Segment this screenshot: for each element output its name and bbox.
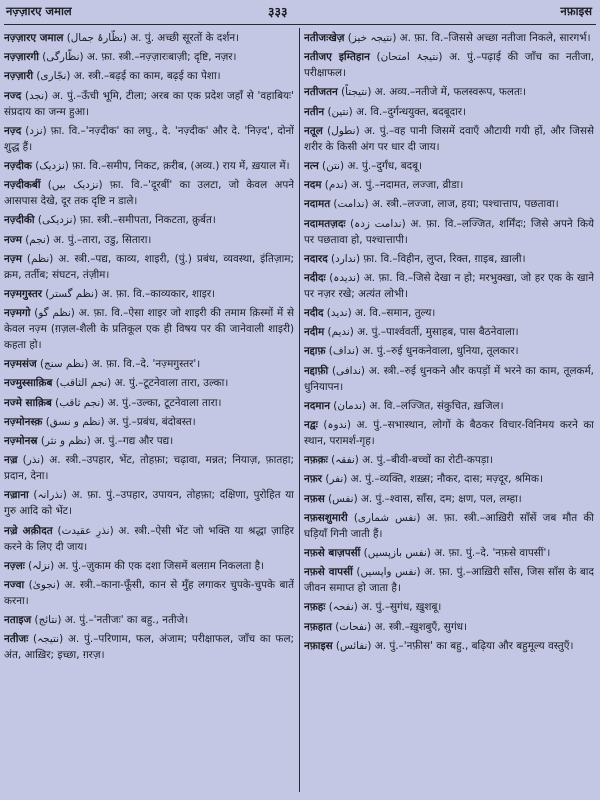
entry-headword: नज़्र bbox=[4, 454, 18, 467]
entry-headword: नफ़से बाज़पसीं bbox=[304, 546, 361, 559]
guide-word-left: नज़्ज़ारए जमाल bbox=[6, 4, 72, 18]
entry-definition: (نظم و نثر) अ. पुं.–गद्य और पद्य। bbox=[37, 435, 174, 447]
page-number: ३३३ bbox=[268, 4, 288, 19]
dictionary-entry bbox=[304, 510, 594, 542]
dictionary-entry bbox=[4, 286, 294, 302]
entry-definition: (نتیجۂ امتحان) अ. पुं.–पढ़ाई की जाँच का नतीजा, परीक्षाफल। bbox=[304, 51, 594, 80]
dictionary-entry bbox=[304, 491, 594, 507]
dictionary-entry bbox=[304, 343, 594, 359]
dictionary-entry bbox=[4, 158, 294, 174]
entry-definition: (نظم و نسق) अ. पुं.–प्रबंध, बंदोबस्त। bbox=[42, 415, 196, 428]
dictionary-entry bbox=[304, 599, 594, 615]
entry-headword: नदीद bbox=[304, 307, 324, 320]
dictionary-entry bbox=[4, 631, 294, 663]
dictionary-entry bbox=[4, 251, 294, 283]
dictionary-entry bbox=[304, 545, 594, 561]
entry-headword: नतीजः bbox=[4, 633, 29, 646]
dictionary-entry bbox=[304, 216, 594, 248]
dictionary-entry bbox=[304, 177, 594, 193]
header-rule bbox=[4, 24, 596, 25]
entry-headword: नतूल bbox=[304, 124, 323, 137]
dictionary-entry bbox=[4, 612, 294, 628]
entry-definition: (نفقہ) अ. पुं.–बीवी-बच्चों का रोटी-कपड़ा। bbox=[327, 454, 493, 467]
entry-definition: (ندمان) अ. वि.–लज्जित, संकुचित, ख़जिल। bbox=[329, 399, 504, 412]
dictionary-entry bbox=[4, 305, 294, 353]
entry-headword: नदम bbox=[304, 179, 322, 192]
dictionary-entry bbox=[304, 564, 594, 596]
entry-definition: (نتیجتاً) अ. अव्य.–नतीजे में, फलस्वरूप, फलतः। bbox=[337, 86, 526, 99]
entry-headword: नज़्मगो bbox=[4, 307, 31, 320]
entry-definition: (نتیجہ) अ. पुं.–परिणाम, फल, अंजाम; परीक्षाफल, जाँच का फल; अंत, आख़िर; इच्छा, ग़रज़। bbox=[4, 633, 294, 662]
entry-headword: नद्दाफ़ bbox=[304, 345, 326, 358]
entry-definition: (نتائج) अ. पुं.–'नतीजः' का बहु., नतीजे। bbox=[31, 614, 189, 627]
entry-headword: नफ़से वापसीं bbox=[304, 566, 353, 579]
entry-definition: (نذر) अ. स्त्री.–उपहार, भेंट, तोहफ़ा; चढ़ावा, मन्नत; नियाज़, फ़ातहा; प्रदान, देना। bbox=[4, 454, 294, 483]
entry-definition: (نذرِ عقیدت) अ. स्त्री.–ऐसी भेंट जो भक्ति या श्रद्धा ज़ाहिर करने के लिए दी जाय। bbox=[4, 524, 294, 553]
entry-definition: (نداف) अ. पुं.–रुई धुनकनेवाला, धुनिया, तूलकार। bbox=[325, 345, 519, 358]
entry-headword: नताइज bbox=[4, 614, 32, 627]
entry-headword: नदीम bbox=[304, 326, 325, 339]
dictionary-entry bbox=[4, 577, 294, 609]
entry-headword: नज्द bbox=[4, 89, 22, 102]
dictionary-entry bbox=[4, 452, 294, 484]
entry-definition: (نتیجہ خیز) अ. फ़ा. वि.–जिससे अच्छा नतीजा निकले, सारगर्भ। bbox=[344, 32, 591, 44]
dictionary-entry bbox=[304, 305, 594, 321]
dictionary-entry bbox=[4, 88, 294, 120]
entry-definition: (نتن) अ. पुं.–दुर्गंध, बदबू। bbox=[318, 159, 423, 172]
entry-headword: नदामत bbox=[304, 198, 331, 211]
entry-headword: नफ़स bbox=[304, 492, 325, 505]
entry-headword: नत्न bbox=[304, 159, 319, 172]
entry-definition: (نظّارگی) अ. फ़ा. स्त्री.–नज़्ज़ारःबाज़ी; दृष्टि, नज़र। bbox=[38, 51, 237, 64]
column-divider bbox=[299, 28, 300, 792]
entry-headword: नज़्ज़ारए जमाल bbox=[4, 32, 64, 44]
entry-headword: नज़्मोनस्र bbox=[4, 435, 38, 447]
entry-definition: (نفس شماری) अ. फ़ा. स्त्री.–आख़िरी साँसें जब मौत की घड़ियाँ गिनी जाती हैं। bbox=[304, 511, 594, 540]
entry-definition: (نجم ثاقب) अ. पुं.–उल्का, टूटनेवाला तारा। bbox=[51, 396, 222, 409]
entry-headword: नद्वः bbox=[304, 419, 318, 431]
entry-headword: नज़्द bbox=[4, 124, 22, 137]
entry-headword: नतीन bbox=[304, 105, 325, 118]
entry-headword: नदारद bbox=[304, 252, 328, 265]
entry-definition: (نتین) अ. वि.–दुर्गन्धयुक्त, बदबूदार। bbox=[324, 105, 466, 118]
dictionary-entry bbox=[304, 104, 594, 120]
dictionary-entry bbox=[4, 414, 294, 430]
entry-definition: (نفر) अ. पुं.–व्यक्ति, शख़्स; नौकर, दास; मज़्दूर, श्रमिक। bbox=[322, 473, 543, 486]
entry-definition: (نزد) फ़ा. वि.–'नज़्दीक' का लघु., दे. 'नज़्दीक' और दे. 'निज़्द', दोनों शुद्ध हैं। bbox=[4, 124, 294, 153]
dictionary-entry bbox=[304, 49, 594, 81]
entry-headword: नज़्दीकी bbox=[4, 214, 35, 227]
guide-word-right: नफ़ाइस bbox=[560, 4, 592, 18]
entry-definition: (نجم) अ. पुं.–तारा, उडु, सितारा। bbox=[21, 233, 152, 246]
dictionary-entry bbox=[304, 471, 594, 487]
entry-headword: नफ़ाइस bbox=[304, 639, 333, 652]
entry-headword: नफ़र bbox=[304, 473, 323, 486]
entry-headword: नज्मे साक़िब bbox=[4, 396, 52, 409]
entry-definition: (نظم گو) अ. फ़ा. वि.–ऐसा शाइर जो शाइरी की तमाम क़िस्मों में से केवल नज़्म (ग़ज़ल-शैली के प्रतिकूल एक ही विषय पर की जानेवाली शाइरी) कहता हो। bbox=[4, 307, 294, 352]
entry-headword: नफ़क़ः bbox=[304, 454, 328, 467]
entry-definition: (نفائس) अ. पुं.–'नफ़ीस' का बहु., बढ़िया और बहुमूल्य वस्तुएँ। bbox=[332, 639, 574, 652]
dictionary-entry bbox=[304, 251, 594, 267]
dictionary-entry bbox=[4, 558, 294, 574]
dictionary-entry bbox=[304, 363, 594, 395]
entry-headword: नज़्मोनस्क़ bbox=[4, 415, 43, 428]
entry-definition: (نزدیک) फ़ा. वि.–समीप, निकट, क़रीब, (अव्य.) राय में, ख़याल में। bbox=[31, 159, 290, 172]
page-header bbox=[0, 0, 600, 26]
dictionary-entry bbox=[304, 619, 594, 635]
dictionary-entry bbox=[4, 395, 294, 411]
entry-definition: (نفس) अ. पुं.–श्वास, साँस, दम; क्षण, पल, लम्हा। bbox=[324, 492, 522, 505]
entry-headword: नफ़सशुमारी bbox=[304, 511, 348, 524]
entry-headword: नदमान bbox=[304, 399, 330, 412]
dictionary-entry bbox=[4, 123, 294, 155]
entry-definition: (ندم) अ. पुं.–नदामत, लज्जा, व्रीडा। bbox=[321, 179, 464, 192]
entry-definition: (نفحات) अ. स्त्री.–ख़ुशबुएँ, सुगंध। bbox=[331, 620, 468, 633]
dictionary-entry bbox=[4, 487, 294, 519]
entry-headword: नज़्ज़ारगी bbox=[4, 51, 39, 64]
entry-headword: नज़्म bbox=[4, 252, 22, 265]
entry-definition: (نجویٰ) अ. स्त्री.–काना-फूँसी, कान से मुँह लगाकर चुपके-चुपके बातें करना। bbox=[4, 578, 294, 607]
dictionary-entry bbox=[4, 375, 294, 391]
dictionary-entry bbox=[4, 30, 294, 46]
entry-definition: (ندوہ) अ. पुं.–सभास्थान, लोगों के बैठकर विचार-विनिमय करने का स्थान, परामर्श-गृह। bbox=[304, 419, 594, 447]
dictionary-entry bbox=[304, 123, 594, 155]
entry-definition: (ندامت زدہ) अ. फ़ा. वि.–लज्जित, शर्मिंदः; जिसे अपने किये पर पछतावा हो, पश्चात्तापी। bbox=[304, 217, 594, 246]
entry-definition: (نظم) अ. स्त्री.–पद्य, काव्य, शाइरी, (पुं.) प्रबंध, व्यवस्था, इंतिज़ाम; क्रम, तर्तीब; संघटन, तंज़ीम। bbox=[4, 252, 294, 281]
entry-definition: (نزدیک بیں) फ़ा. वि.–'दूरबीं' का उलटा, जो केवल अपने आसपास देखे, दूर तक दृष्टि न डाले। bbox=[4, 179, 294, 208]
entry-headword: नज़्रे अक़ीदत bbox=[4, 524, 53, 537]
entry-definition: (ندیم) अ. पुं.–पार्श्ववर्ती, मुसाहब, पास बैठनेवाला। bbox=[324, 326, 519, 339]
entry-headword: नज्म bbox=[4, 233, 22, 246]
entry-definition: (نفحہ) अ. पुं.–सुगंध, ख़ुशबू। bbox=[325, 601, 442, 614]
entry-headword: नज़्राना bbox=[4, 489, 29, 502]
entry-definition: (نجم الثاقب) अ. पुं.–टूटनेवाला तारा, उल्का। bbox=[52, 377, 229, 390]
entry-headword: नज्मुस्साक़िब bbox=[4, 377, 53, 390]
entry-definition: (نزدیکی) फ़ा. स्त्री.–समीपता, निकटता, क़ुर्बत। bbox=[34, 214, 216, 227]
dictionary-entry bbox=[4, 68, 294, 84]
entry-definition: (نفس واپسیں) अ. फ़ा. पुं.–आख़िरी साँस, जिस साँस के बाद जीवन समाप्त हो जाता है। bbox=[304, 566, 594, 595]
entry-headword: नफ़हात bbox=[304, 620, 332, 633]
entry-headword: नतीजतन bbox=[304, 86, 338, 99]
entry-headword: नद्दाफ़ी bbox=[304, 364, 329, 377]
right-column bbox=[304, 30, 594, 794]
entry-definition: (نجد) अ. पुं.–ऊँची भूमि, टीला; अरब का एक प्रदेश जहाँ से 'वहाबियः' संप्रदाय का जन्म हुआ। bbox=[4, 89, 294, 118]
entry-headword: नदीदः bbox=[304, 271, 326, 284]
entry-definition: (نظم سنج) अ. फ़ा. वि.–दे. 'नज़्मगुस्तर'। bbox=[36, 358, 201, 371]
entry-definition: (ندافی) अ. स्त्री.–रुई धुनकने और कपड़ों में भरने का काम, तूलकर्म, धुनियापन। bbox=[304, 364, 594, 393]
entry-definition: (ندارد) फ़ा. वि.–विहीन, लुप्त, रिक्त, ग़ाइब, ख़ाली। bbox=[327, 252, 526, 265]
dictionary-entry bbox=[4, 49, 294, 65]
entry-definition: (نزلہ) अ. पुं.–ज़ुकाम की एक दशा जिसमें बलग़म निकलता है। bbox=[24, 559, 265, 572]
entry-headword: नज़्ज़ारी bbox=[4, 70, 34, 83]
dictionary-entry bbox=[304, 84, 594, 100]
dictionary-entry bbox=[304, 158, 594, 174]
dictionary-entry bbox=[304, 417, 594, 449]
entry-definition: (نظّارۂ جمال) अ. पुं. अच्छी सूरतों के दर्शन। bbox=[63, 32, 240, 44]
entry-headword: नज़्मगुस्तर bbox=[4, 287, 42, 300]
dictionary-entry bbox=[304, 30, 594, 46]
entry-definition: (نظم گستر) अ. फ़ा. वि.–काव्यकार, शाइर। bbox=[42, 287, 216, 300]
entry-headword: नतीजःखेज़ bbox=[304, 32, 345, 44]
entry-definition: (ندیدہ) अ. फ़ा. वि.–जिसे देखा न हो; मरभुक्खा, जो हर एक के खाने पर नज़र रखे; अत्यंत लोभी। bbox=[304, 271, 594, 300]
dictionary-entry bbox=[304, 324, 594, 340]
entry-headword: नज़्दीकबीं bbox=[4, 179, 41, 192]
dictionary-entry bbox=[304, 270, 594, 302]
dictionary-entry bbox=[4, 433, 294, 449]
dictionary-entry bbox=[304, 196, 594, 212]
dictionary-entry bbox=[4, 177, 294, 209]
entry-headword: नज़्लः bbox=[4, 559, 25, 572]
entry-definition: (نجّاری) अ. स्त्री.–बढ़ई का काम, बढ़ई का पेशा। bbox=[33, 70, 221, 83]
dictionary-entry bbox=[4, 356, 294, 372]
dictionary-entry bbox=[304, 638, 594, 654]
entry-headword: नज़्दीक bbox=[4, 159, 32, 172]
entry-headword: नदामतज़दः bbox=[304, 217, 346, 230]
entry-headword: नज़्मसंज bbox=[4, 358, 37, 371]
entry-definition: (ندامت) अ. स्त्री.–लज्जा, लाज, हया; पश्चात्ताप, पछतावा। bbox=[330, 198, 559, 211]
dictionary-entry bbox=[4, 523, 294, 555]
entry-definition: (نفس بازپسیں) अ. फ़ा. पुं.–दे. 'नफ़से वापसीं'। bbox=[360, 546, 551, 559]
dictionary-entry bbox=[4, 232, 294, 248]
entry-definition: (ندید) अ. वि.–समान, तुल्य। bbox=[323, 307, 436, 320]
dictionary-entry bbox=[304, 398, 594, 414]
entry-headword: नज्वा bbox=[4, 578, 25, 591]
left-column bbox=[4, 30, 294, 794]
entry-headword: नफ़हः bbox=[304, 601, 326, 614]
entry-definition: (نطول) अ. पुं.–वह पानी जिसमें दवाएँ औटायी गयी हों, और जिससे शरीर के किसी अंग पर धार दी जाय। bbox=[304, 124, 594, 153]
dictionary-entry bbox=[304, 452, 594, 468]
entry-headword: नतीजए इम्तिहान bbox=[304, 51, 370, 64]
dictionary-entry bbox=[4, 212, 294, 228]
entry-definition: (نذرانہ) अ. फ़ा. पुं.–उपहार, उपायन, तोहफ़ा; दक्षिणा, पुरोहित या गुरु आदि को भेंट। bbox=[4, 489, 294, 518]
